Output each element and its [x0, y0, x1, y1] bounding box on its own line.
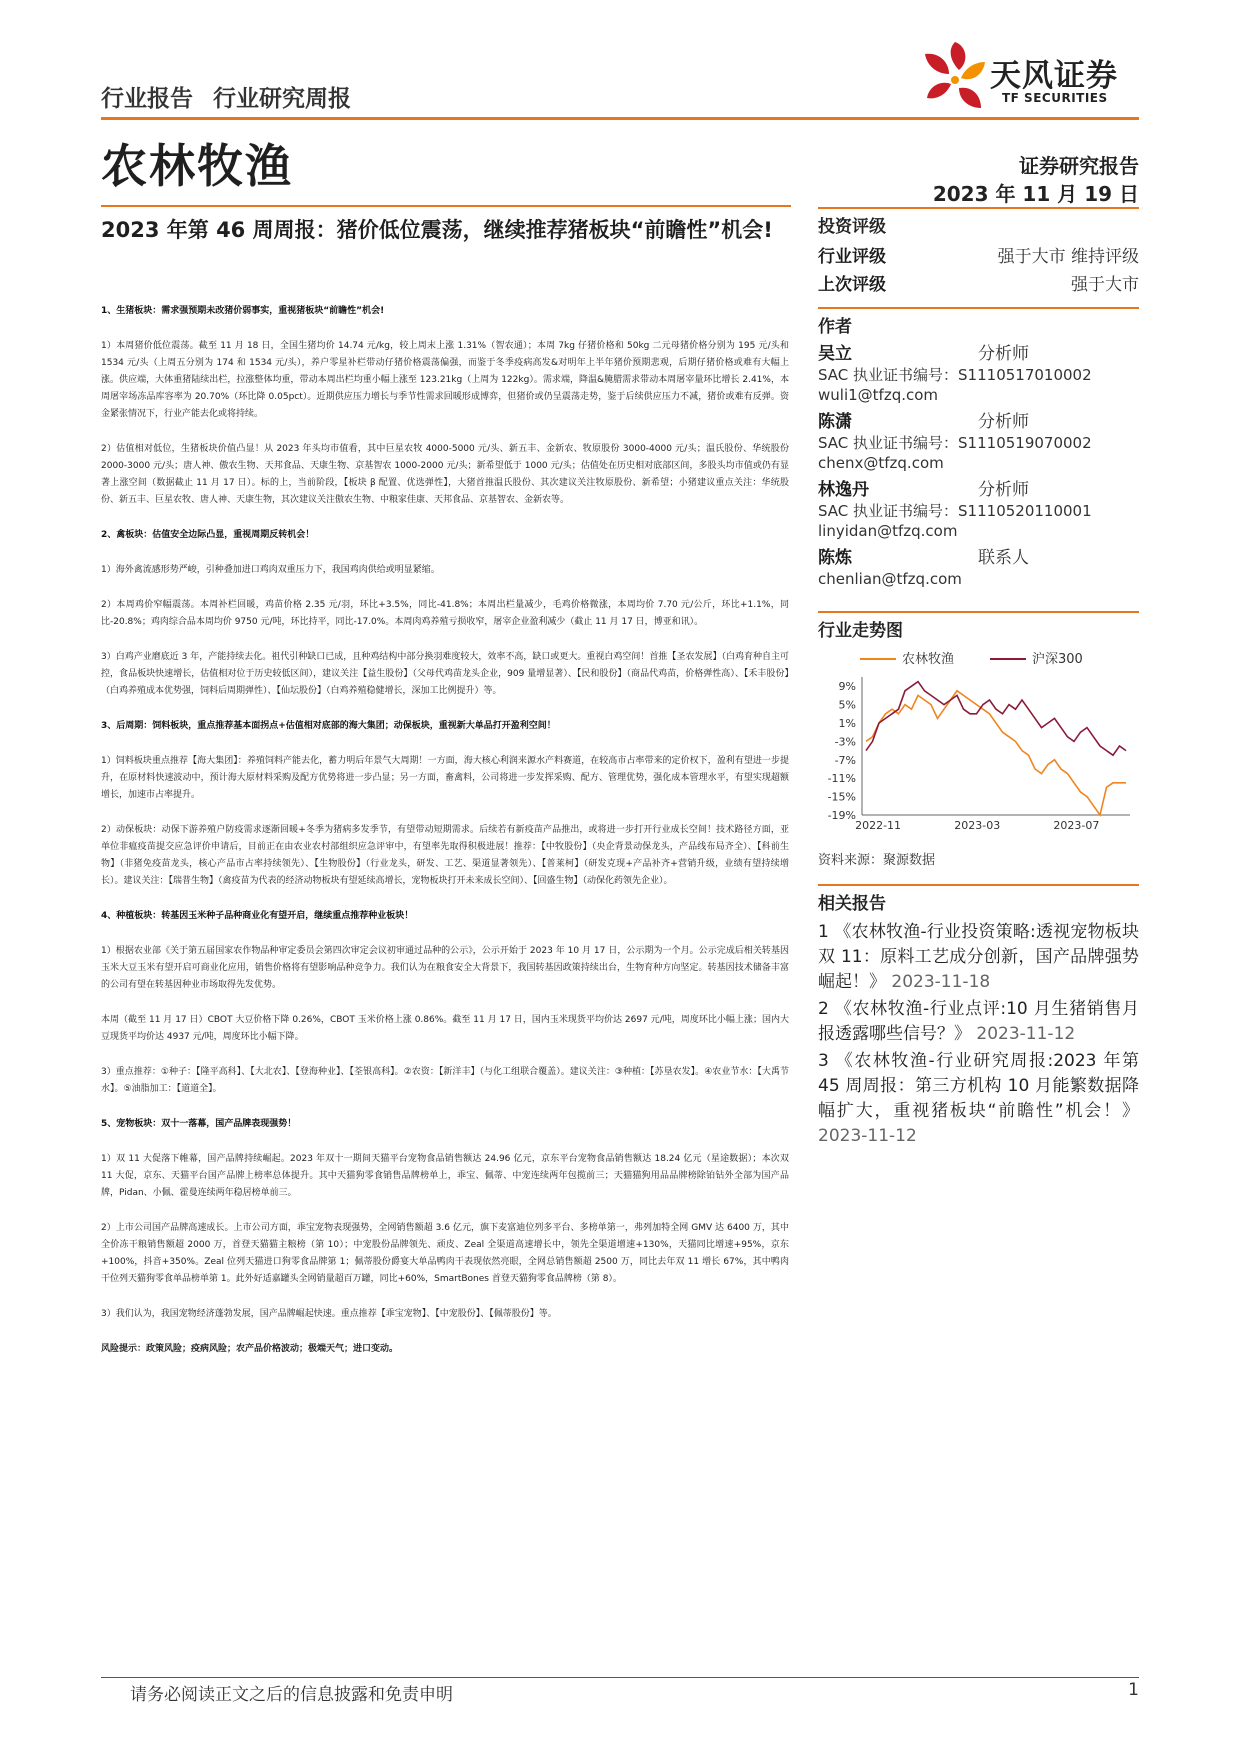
breadcrumb-item: 行业报告: [101, 86, 193, 112]
author-card: [818, 547, 1139, 589]
chart-plot: [828, 677, 1130, 832]
logo-mark: [915, 40, 995, 112]
paragraph: 3）重点推荐：①种子：【隆平高科】、【大北农】、【登海种业】、【荃银高科】。②农资：【新洋丰】（与化工组联合覆盖）。建议关注：③种植：【苏垦农发】。④农业节水：【大禹节水】。⑤油脂加工：【道道全】。: [101, 1067, 789, 1094]
chart-heading: 行业走势图: [818, 611, 1139, 641]
author-card: [818, 343, 1139, 405]
header-divider: [101, 117, 1139, 120]
paragraph: 1）本周猪价低位震荡。截至 11 月 18 日，全国生猪均价 14.74 元/kg，较上周末上涨 1.31%（智农通）；本周 7kg 仔猪价格和 50kg 二元母猪价格分别为 195 元/头和 1534 元/头（上周五分别为 174 和 1534 元/头），养户零星补栏带动仔猪价格震荡偏强，而鉴于冬季疫病高发&对明年上半年猪价预期悲观，后期仔猪价格或难有大幅上涨。供应端，大体重猪陆续出栏，拉涨整体均重，带动本周出栏均重小幅上涨至 123.21kg（上周为 122kg）。需求端，降温&腌腊需求带动本周屠宰量环比增长 2.41%，本周屠宰场冻品库容率为 20.70%（环比降 0.05pct）。近期供应压力增长与季节性需求回暖形成博弈，但猪价或仍呈震荡走势，鉴于后续供应压力不减，猪价或难有反弹。资金紧张情况下，行业产能去化或将持续。: [101, 341, 789, 419]
prev-rating-row: [818, 271, 1139, 299]
report-title: 2023 年第 46 周周报：猪价低位震荡，继续推荐猪板块“前瞻性”机会!: [101, 218, 773, 242]
paragraph: 3）白鸡产业磨底近 3 年，产能持续去化。祖代引种缺口已成，且种鸡结构中部分换羽难度较大，效率不高，缺口或更大。重视白鸡空间！首推【圣农发展】（白鸡育种自主可控，食品板块快速增长，估值相对位于历史较低区间），建议关注【益生股份】（父母代鸡苗龙头企业，909 量增显著）、【民和股份】（商品代鸡苗，价格弹性高）、【禾丰股份】（白鸡养殖成本优势强，饲料后周期弹性）、【仙坛股份】（白鸡养殖稳健增长，深加工比例提升）等。: [101, 652, 789, 696]
related-report-date: 2023-11-18: [891, 972, 991, 992]
industry-rating-row: [818, 243, 1139, 271]
author-name: 林逸丹: [818, 480, 869, 500]
legend-label-series-2: 沪深300: [1032, 652, 1083, 667]
y-tick-label: 5%: [838, 698, 856, 712]
author-role: 分析师: [978, 412, 1029, 432]
paragraph: 1）饲料板块重点推荐【海大集团】：养殖饲料产能去化，蓄力明后年景气大周期！一方面，海大核心利润来源水产料赛道，在较高市占率带来的定价权下，盈利有望进一步提升，在原材料快速波动中，预计海大原材料采购及配方优势将进一步凸显；另一方面，畜禽料，公司将进一步发挥采购、配方、管理优势，强化成本管理水平，有望实现超额增长，加速市占率提升。: [101, 756, 789, 800]
section-heading: 1、生猪板块：需求强预期未改猪价弱事实，重视猪板块“前瞻性”机会!: [101, 306, 385, 316]
title-divider: [101, 205, 791, 207]
paragraph: 2）估值相对低位，生猪板块价值凸显！从 2023 年头均市值看，其中巨星农牧 4000-5000 元/头、新五丰、金新农、牧原股份 3000-4000 元/头；温氏股份、华统股份 2000-3000 元/头；唐人神、傲农生物、天邦食品、天康生物、京基智农 1000-2000 元/头；新希望低于 1000 元/头；估值处在历史相对底部区间，多股头均市值或仍有显著上涨空间（数据截止 11 月 17 日）。标的上，当前阶段，【板块 β 配置、优选弹性】，大猪首推温氏股份、其次建议关注牧原股份、新希望；小猪建议重点关注：华统股份、新五丰、巨星农牧、唐人神、天康生物，其次建议关注傲农生物、中粮家佳康、天邦食品、京基智农、金新农等。: [101, 444, 789, 505]
author-role: 联系人: [978, 548, 1029, 568]
page-number: 1: [1128, 1680, 1139, 1700]
paragraph: 1）海外禽流感形势严峻，引种叠加进口鸡肉双重压力下，我国鸡肉供给或明显紧缩。: [101, 565, 440, 575]
y-tick-label: -15%: [827, 790, 856, 804]
author-sac: SAC 执业证书编号：S1110520110001: [818, 502, 1092, 520]
y-tick-label: -11%: [827, 772, 856, 786]
sidebar: [818, 207, 1139, 1151]
rating-heading: 投资评级: [818, 207, 1139, 237]
author-sac: SAC 执业证书编号：S1110517010002: [818, 366, 1092, 384]
x-tick-label: 2022-11: [855, 819, 902, 832]
footer-divider: [101, 1677, 1139, 1678]
y-tick-label: -7%: [834, 753, 856, 767]
paragraph: 1）根据农业部《关于第五届国家农作物品种审定委员会第四次审定会议初审通过品种的公示》，公示开始于 2023 年 10 月 17 日，公示期为一个月。公示完成后相关转基因玉米大豆玉米有望开启可商业化应用，销售价格将有望影响品种竞争力。我们认为在粮食安全大背景下，我国转基因政策持续出台，生物育种方向坚定。转基因技术储备丰富的公司有望在转基因种业市场取得先发优势。: [101, 946, 789, 990]
chart-source: 资料来源：聚源数据: [818, 853, 936, 868]
industry-trend-chart: [818, 647, 1139, 847]
author-email[interactable]: chenx@tfzq.com: [818, 454, 944, 472]
paragraph: 2）上市公司国产品牌高速成长。上市公司方面，乖宝宠物表现强势，全网销售额超 3.6 亿元，旗下麦富迪位列多平台、多榜单第一，弗列加特全网 GMV 达 6400 万，其中全价冻干粮销售额超 2000 万，首登天猫猫主粮榜（第 10）；中宠股份品牌领先、顽皮、Zeal 全渠道高速增长中，领先全渠道增速+130%，天猫同比增速+95%，京东+100%，抖音+350%。Zeal 位列天猫进口狗零食品牌第 1；佩蒂股份爵宴大单品鸭肉干表现依然亮眼，全网总销售额超 2500 万，同比去年双 11 增长 67%，其中鸭肉干位列天猫狗零食单品榜单第 1。此外好适嘉罐头全网销量超百万罐，同比+60%，SmartBones 首登天猫狗零食品牌榜（第 8）。: [101, 1223, 789, 1284]
related-report-item[interactable]: [818, 920, 1139, 995]
section-heading: 3、后周期：饲料板块，重点推荐基本面拐点+估值相对底部的海大集团；动保板块，重视新大单品打开盈利空间！: [101, 721, 556, 731]
section-heading: 4、种植板块：转基因玉米种子品种商业化有望开启，继续重点推荐种业板块！: [101, 911, 414, 921]
authors-heading: 作者: [818, 307, 1139, 337]
report-date: 2023 年 11 月 19 日: [932, 182, 1139, 206]
related-report-title[interactable]: 3 《农林牧渔-行业研究周报:2023 年第 45 周周报：第三方机构 10 月能繁数据降幅扩大，重视猪板块“前瞻性”机会！》: [818, 1051, 1139, 1121]
prev-rating-label: 上次评级: [818, 275, 886, 295]
y-tick-label: -3%: [834, 735, 856, 749]
risk-warning: 风险提示：政策风险；疫病风险；农产品价格波动；极端天气；进口变动。: [101, 1344, 399, 1354]
chart-legend: [860, 651, 1083, 667]
section-heading: 2、禽板块：估值安全边际凸显，重视周期反转机会！: [101, 530, 315, 540]
author-role: 分析师: [978, 480, 1029, 500]
sector-title: 农林牧渔: [101, 139, 293, 193]
related-report-title[interactable]: 2 《农林牧渔-行业点评:10 月生猪销售月报透露哪些信号？》: [818, 999, 1139, 1044]
author-name: 陈炼: [818, 548, 852, 568]
related-report-title[interactable]: 1 《农林牧渔-行业投资策略:透视宠物板块双 11：原料工艺成分创新，国产品牌强势崛起！》: [818, 922, 1139, 992]
y-tick-label: -19%: [827, 809, 856, 822]
author-card: [818, 411, 1139, 473]
industry-rating-label: 行业评级: [818, 247, 886, 267]
author-sac: SAC 执业证书编号：S1110519070002: [818, 434, 1092, 452]
paragraph: 2）本周鸡价窄幅震荡。本周补栏回暖，鸡苗价格 2.35 元/羽，环比+3.5%，同比-41.8%；本周出栏量减少，毛鸡价格微涨，本周均价 7.70 元/公斤，环比+1.1%，同比-20.8%；鸡肉综合品本周均价 9750 元/吨，环比持平，同比-17.0%。本周肉鸡养殖亏损收窄，屠宰企业盈利减少（截止 11 月 17 日，博亚和讯）。: [101, 600, 789, 627]
paragraph: 1）双 11 大促落下帷幕，国产品牌持续崛起。2023 年双十一期间天猫平台宠物食品销售额达 24.96 亿元，京东平台宠物食品销售额达 18.24 亿元（星途数据）；本次双 11 大促，京东、天猫平台国产品牌上榜率总体提升。其中天猫狗零食销售品牌榜单上，乖宝、佩蒂、中宠连续两年包揽前三；天猫猫狗用品品牌榜除铂钻外全部为国产品牌，Pidan、小佩、霍曼连续两年稳居榜单前三。: [101, 1154, 789, 1198]
logo-subtext: TF SECURITIES: [1002, 91, 1108, 105]
legend-label-series-1: 农林牧渔: [902, 652, 955, 667]
author-email[interactable]: linyidan@tfzq.com: [818, 522, 958, 540]
footer-disclaimer: 请务必阅读正文之后的信息披露和免责申明: [130, 1685, 453, 1705]
breadcrumb: [101, 80, 371, 113]
related-report-item[interactable]: [818, 1049, 1139, 1149]
y-tick-label: 9%: [838, 680, 856, 694]
y-tick-label: 1%: [838, 717, 856, 730]
related-heading: 相关报告: [818, 884, 1139, 914]
series-line-2: [866, 682, 1126, 756]
related-report-date: 2023-11-12: [976, 1024, 1076, 1044]
author-role: 分析师: [978, 344, 1029, 364]
author-name: 吴立: [818, 344, 852, 364]
author-email[interactable]: wuli1@tfzq.com: [818, 386, 939, 404]
x-tick-label: 2023-07: [1053, 819, 1100, 832]
author-email[interactable]: chenlian@tfzq.com: [818, 570, 962, 588]
prev-rating-value: 强于大市: [1071, 275, 1139, 295]
x-tick-label: 2023-03: [954, 819, 1001, 832]
paragraph: 2）动保板块：动保下游养殖户防疫需求逐渐回暖+冬季为猪病多发季节，有望带动短期需求。后续若有新疫苗产品推出，或将进一步打开行业成长空间！技术路径方面，亚单位非瘟疫苗提交应急评价申请后，目前正在由农业农村部组织应急评审中，有望率先取得积极进展！推荐：【中牧股份】（央企背景动保龙头，产品线布局齐全）、【科前生物】（非猪免疫苗龙头，核心产品市占率持续领先）、【生物股份】（行业龙头，研发、工艺、渠道显著领先）、【普莱柯】（研发克现+产品补齐+营销升级，业绩有望持续增长）。建议关注：【瑞普生物】（禽疫苗为代表的经济动物板块有望延续高增长，宠物板块打开未来成长空间）、【回盛生物】（动保化药领先企业）。: [101, 825, 789, 886]
paragraph: 本周（截至 11 月 17 日）CBOT 大豆价格下降 0.26%，CBOT 玉米价格上涨 0.86%。截至 11 月 17 日，国内玉米现货平均价达 2697 元/吨，周度环比小幅上涨；国内大豆现货平均价达 4937 元/吨，周度环比小幅下降。: [101, 1015, 789, 1042]
report-type: 证券研究报告: [1019, 154, 1139, 178]
related-report-item[interactable]: [818, 997, 1139, 1047]
author-name: 陈潇: [818, 412, 852, 432]
section-heading: 5、宠物板块：双十一落幕，国产品牌表现强势！: [101, 1119, 297, 1129]
breadcrumb-item: 行业研究周报: [213, 86, 351, 112]
report-body: [101, 303, 789, 1376]
industry-rating-value: 强于大市 维持评级: [997, 247, 1139, 267]
logo-text: 天风证券: [990, 58, 1118, 94]
paragraph: 3）我们认为，我国宠物经济蓬勃发展，国产品牌崛起快速。重点推荐【乖宝宠物】、【中宠股份】、【佩蒂股份】等。: [101, 1309, 557, 1319]
related-report-date: 2023-11-12: [818, 1126, 917, 1146]
author-card: [818, 479, 1139, 541]
